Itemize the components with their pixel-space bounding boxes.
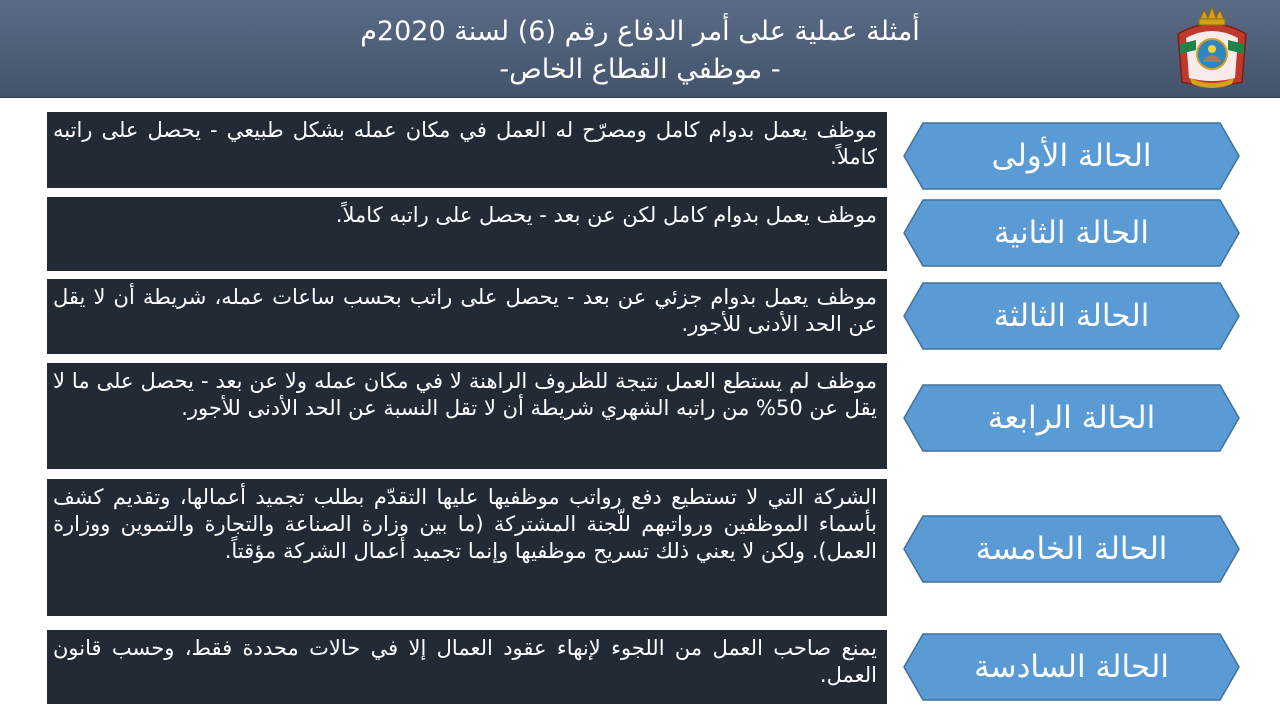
case-description: موظف لم يستطع العمل نتيجة للظروف الراهنة لا في مكان عمله ولا عن بعد - يحصل على ما لا يقل عن 50% من راتبه الشهري شريطة أن لا تقل النسبة عن الحد الأدنى للأجور.	[47, 363, 887, 469]
case-label-3	[903, 282, 1240, 350]
case-description: موظف يعمل بدوام جزئي عن بعد - يحصل على راتب بحسب ساعات عمله، شريطة أن لا يقل عن الحد الأدنى للأجور.	[47, 279, 887, 354]
case-description: الشركة التي لا تستطيع دفع رواتب موظفيها عليها التقدّم بطلب تجميد أعمالها، وتقديم كشف بأسماء الموظفين ورواتبهم للّجنة المشتركة (ما بين وزارة الصناعة والتجارة والتموين ووزارة العمل). ولكن لا يعني ذلك تسريح موظفيها وإنما تجميد أعمال الشركة مؤقتاً.	[47, 479, 887, 616]
case-label-text: الحالة الرابعة	[987, 400, 1156, 436]
slide-subtitle: - موظفي القطاع الخاص-	[499, 54, 781, 85]
case-description: يمنع صاحب العمل من اللجوء لإنهاء عقود العمال إلا في حالات محددة فقط، وحسب قانون العمل.	[47, 630, 887, 704]
slide-title: أمثلة عملية على أمر الدفاع رقم (6) لسنة 2020م	[360, 16, 920, 47]
case-label-5	[903, 515, 1240, 583]
case-label-text: الحالة الثانية	[994, 215, 1149, 251]
case-label-text: الحالة السادسة	[974, 649, 1169, 685]
case-label-text: الحالة الأولى	[991, 138, 1152, 174]
case-label-4	[903, 384, 1240, 452]
jordan-coat-of-arms-icon	[1172, 4, 1252, 90]
case-label-2	[903, 199, 1240, 267]
case-label-1	[903, 122, 1240, 190]
slide-header	[0, 0, 1280, 98]
case-label-text: الحالة الثالثة	[993, 298, 1150, 334]
case-description: موظف يعمل بدوام كامل لكن عن بعد - يحصل على راتبه كاملاً.	[47, 197, 887, 271]
case-description: موظف يعمل بدوام كامل ومصرّح له العمل في مكان عمله بشكل طبيعي - يحصل على راتبه كاملاً.	[47, 112, 887, 188]
case-label-text: الحالة الخامسة	[975, 531, 1168, 567]
case-label-6	[903, 633, 1240, 701]
